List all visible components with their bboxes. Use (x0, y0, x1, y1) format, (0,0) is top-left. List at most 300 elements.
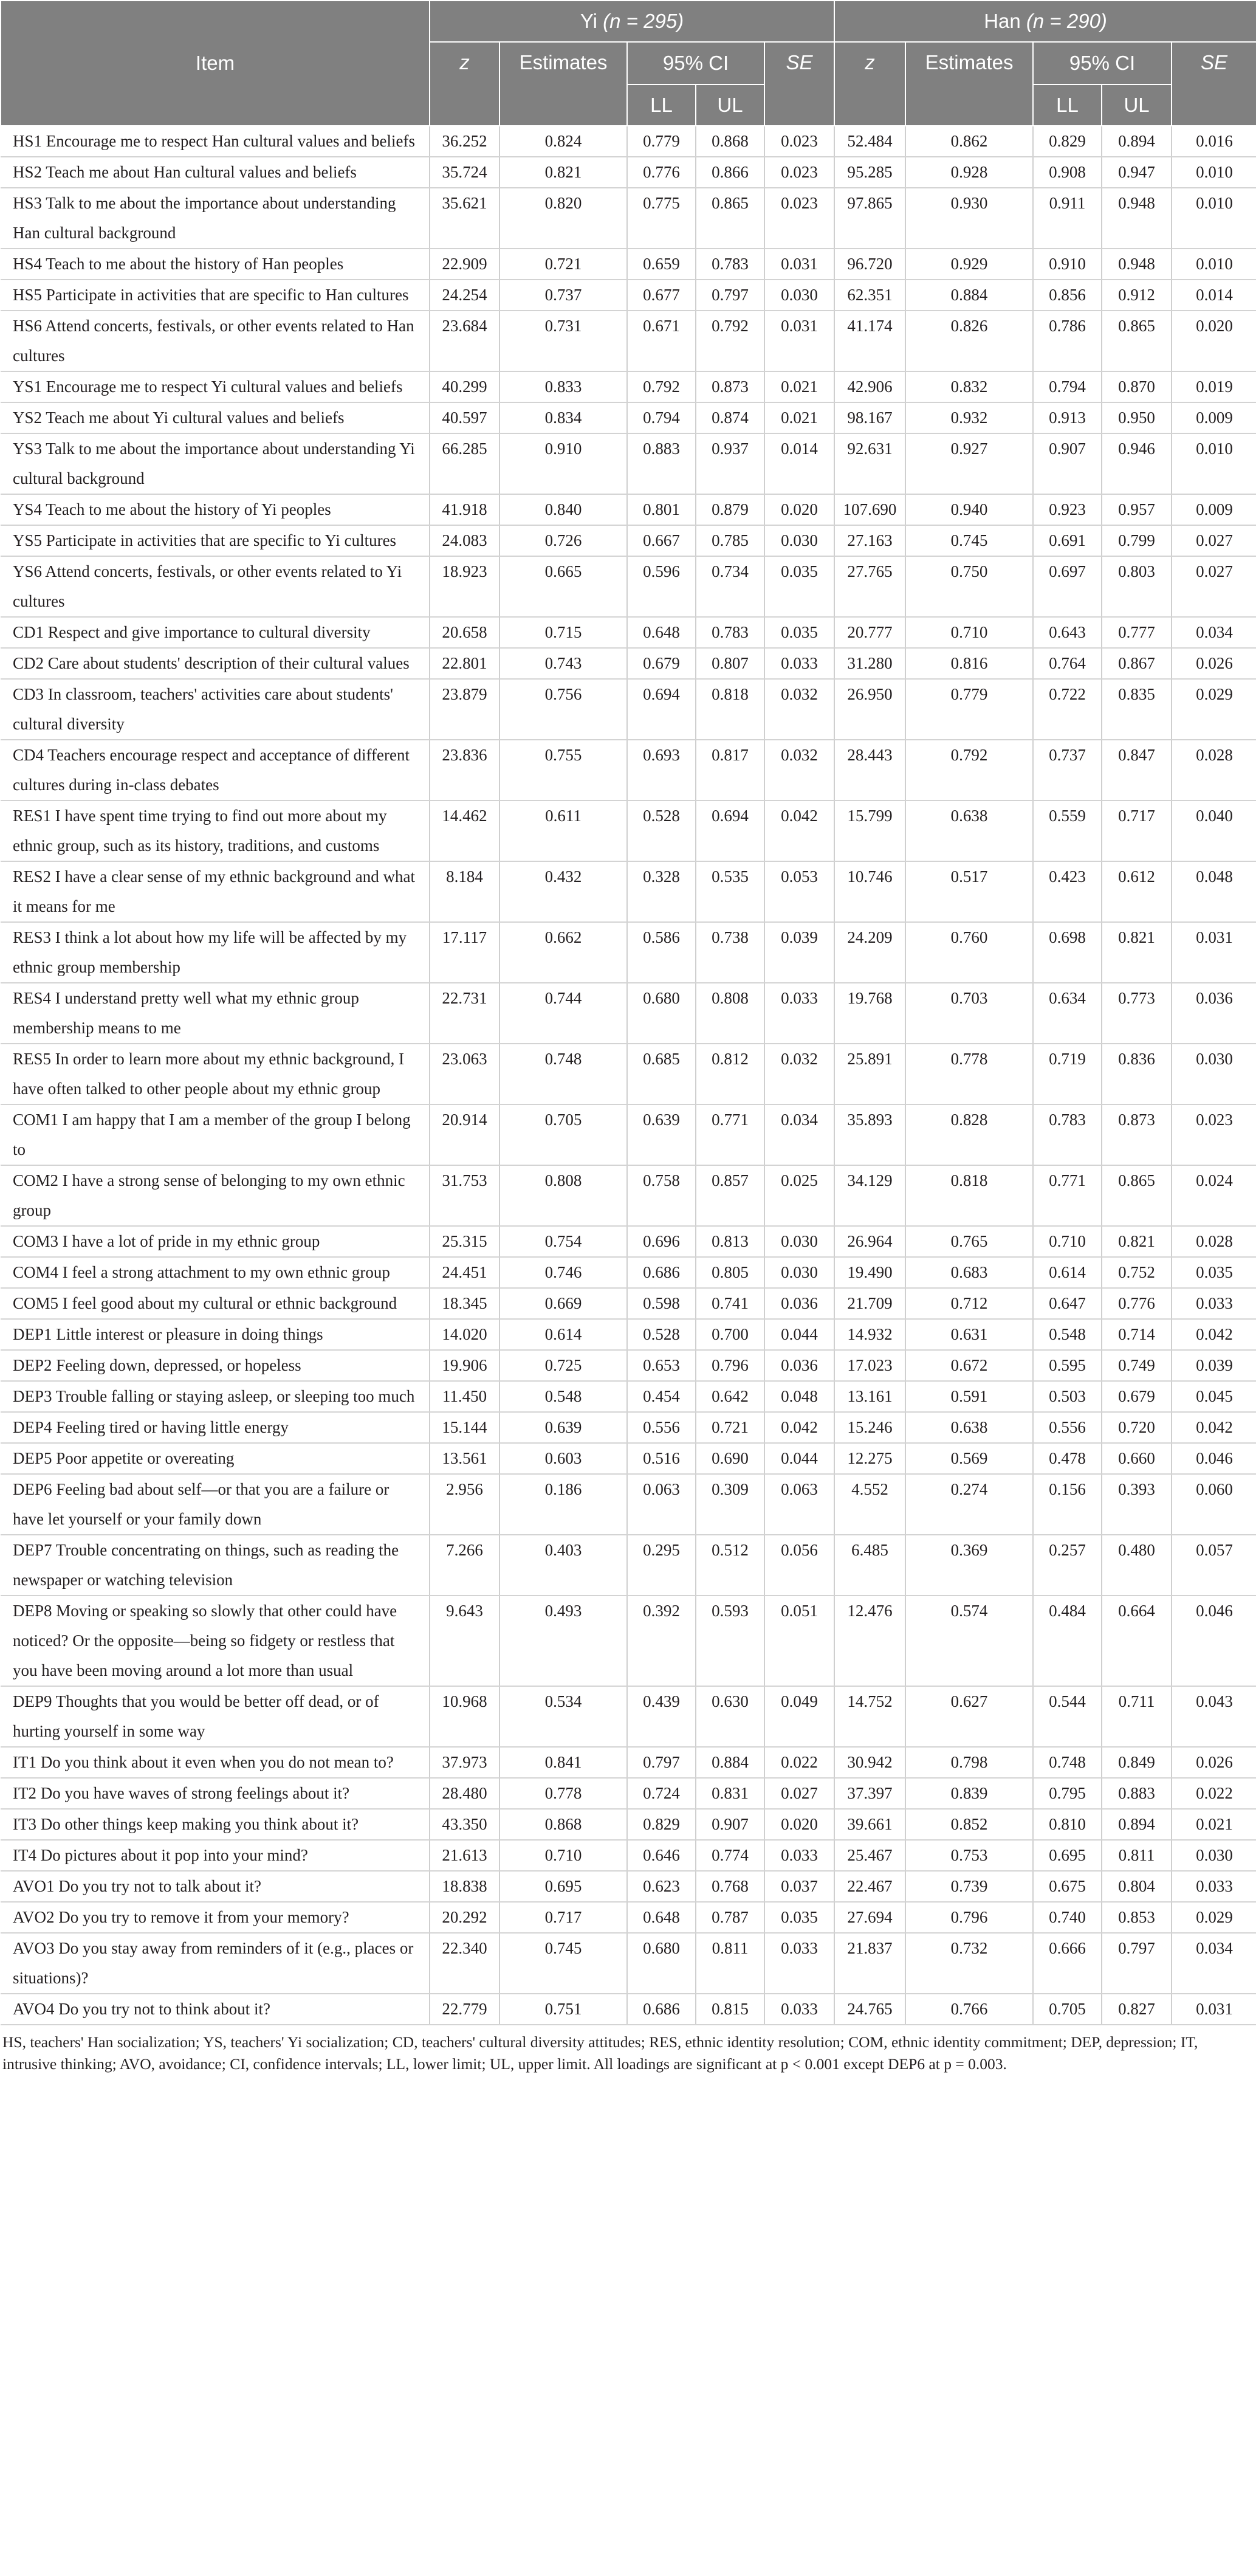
han-se-cell: 0.010 (1172, 188, 1256, 249)
yi-estimate-cell: 0.821 (499, 157, 627, 188)
han-ul-cell: 0.749 (1102, 1350, 1172, 1381)
han-z-cell: 4.552 (834, 1474, 905, 1535)
han-estimate-cell: 0.574 (905, 1596, 1033, 1686)
yi-ul-cell: 0.785 (696, 525, 764, 556)
yi-se-cell: 0.014 (764, 433, 834, 494)
yi-z-cell: 22.731 (430, 983, 499, 1044)
yi-ll-cell: 0.686 (627, 1257, 696, 1288)
item-cell: COM4 I feel a strong attachment to my own ethnic group (1, 1257, 430, 1288)
yi-ul-cell: 0.642 (696, 1381, 764, 1412)
yi-z-cell: 18.923 (430, 556, 499, 617)
yi-ul-cell: 0.787 (696, 1902, 764, 1933)
han-se-cell: 0.027 (1172, 525, 1256, 556)
yi-ll-cell: 0.439 (627, 1686, 696, 1747)
table-row (1, 983, 1256, 1044)
yi-ul-cell: 0.738 (696, 922, 764, 983)
yi-group-name: Yi (580, 10, 597, 32)
yi-ll-cell: 0.679 (627, 648, 696, 679)
item-cell: COM1 I am happy that I am a member of the group I belong to (1, 1104, 430, 1165)
item-cell: DEP7 Trouble concentrating on things, such as reading the newspaper or watching television (1, 1535, 430, 1596)
yi-ll-cell: 0.648 (627, 617, 696, 648)
item-cell: IT3 Do other things keep making you think about it? (1, 1809, 430, 1840)
yi-se-cell: 0.020 (764, 1809, 834, 1840)
han-se-cell: 0.060 (1172, 1474, 1256, 1535)
han-ul-cell: 0.804 (1102, 1871, 1172, 1902)
yi-se-cell: 0.022 (764, 1747, 834, 1778)
item-cell: HS4 Teach to me about the history of Han peoples (1, 249, 430, 280)
yi-estimate-cell: 0.611 (499, 801, 627, 861)
yi-z-cell: 40.597 (430, 402, 499, 433)
item-cell: COM2 I have a strong sense of belonging to my own ethnic group (1, 1165, 430, 1226)
han-ul-header: UL (1102, 84, 1172, 126)
yi-estimate-cell: 0.717 (499, 1902, 627, 1933)
han-z-cell: 6.485 (834, 1535, 905, 1596)
han-estimate-cell: 0.930 (905, 188, 1033, 249)
table-row (1, 494, 1256, 525)
han-ll-cell: 0.722 (1033, 679, 1102, 740)
han-z-cell: 21.709 (834, 1288, 905, 1319)
han-group-name: Han (984, 10, 1021, 32)
han-ul-cell: 0.835 (1102, 679, 1172, 740)
item-cell: CD4 Teachers encourage respect and acceptance of different cultures during in-class debates (1, 740, 430, 801)
yi-ul-cell: 0.783 (696, 249, 764, 280)
table-body (1, 126, 1256, 2025)
yi-se-cell: 0.032 (764, 1044, 834, 1104)
item-cell: COM5 I feel good about my cultural or ethnic background (1, 1288, 430, 1319)
han-z-cell: 14.752 (834, 1686, 905, 1747)
han-ul-cell: 0.847 (1102, 740, 1172, 801)
yi-ul-cell: 0.831 (696, 1778, 764, 1809)
table-row (1, 1257, 1256, 1288)
yi-z-cell: 9.643 (430, 1596, 499, 1686)
yi-z-cell: 23.836 (430, 740, 499, 801)
table-row (1, 1288, 1256, 1319)
han-ul-cell: 0.870 (1102, 371, 1172, 402)
yi-ll-cell: 0.392 (627, 1596, 696, 1686)
han-ul-cell: 0.776 (1102, 1288, 1172, 1319)
han-ll-cell: 0.719 (1033, 1044, 1102, 1104)
yi-sample-size: (n = 295) (603, 10, 684, 32)
table-row (1, 1809, 1256, 1840)
han-se-cell: 0.029 (1172, 1902, 1256, 1933)
han-se-cell: 0.021 (1172, 1809, 1256, 1840)
han-estimate-cell: 0.750 (905, 556, 1033, 617)
yi-ll-cell: 0.883 (627, 433, 696, 494)
yi-ll-cell: 0.801 (627, 494, 696, 525)
yi-ul-cell: 0.817 (696, 740, 764, 801)
han-ll-cell: 0.423 (1033, 861, 1102, 922)
yi-ul-cell: 0.884 (696, 1747, 764, 1778)
yi-z-cell: 21.613 (430, 1840, 499, 1871)
table-row (1, 371, 1256, 402)
yi-se-cell: 0.033 (764, 1994, 834, 2025)
han-ll-header: LL (1033, 84, 1102, 126)
han-ul-cell: 0.947 (1102, 157, 1172, 188)
yi-se-cell: 0.021 (764, 371, 834, 402)
han-ll-cell: 0.910 (1033, 249, 1102, 280)
yi-z-cell: 18.345 (430, 1288, 499, 1319)
han-ll-cell: 0.764 (1033, 648, 1102, 679)
yi-z-cell: 8.184 (430, 861, 499, 922)
han-ll-cell: 0.559 (1033, 801, 1102, 861)
han-se-cell: 0.023 (1172, 1104, 1256, 1165)
yi-z-cell: 17.117 (430, 922, 499, 983)
yi-ul-cell: 0.808 (696, 983, 764, 1044)
item-cell: HS3 Talk to me about the importance about understanding Han cultural background (1, 188, 430, 249)
yi-ul-cell: 0.865 (696, 188, 764, 249)
han-ll-cell: 0.156 (1033, 1474, 1102, 1535)
yi-ll-cell: 0.776 (627, 157, 696, 188)
yi-estimate-cell: 0.833 (499, 371, 627, 402)
han-z-cell: 97.865 (834, 188, 905, 249)
han-ul-cell: 0.912 (1102, 280, 1172, 311)
han-z-cell: 96.720 (834, 249, 905, 280)
han-ll-cell: 0.691 (1033, 525, 1102, 556)
yi-z-cell: 24.451 (430, 1257, 499, 1288)
yi-ul-header: UL (696, 84, 764, 126)
han-se-cell: 0.031 (1172, 922, 1256, 983)
han-z-cell: 41.174 (834, 311, 905, 371)
yi-ll-cell: 0.829 (627, 1809, 696, 1840)
yi-estimate-cell: 0.841 (499, 1747, 627, 1778)
item-cell: IT4 Do pictures about it pop into your mind? (1, 1840, 430, 1871)
yi-z-cell: 11.450 (430, 1381, 499, 1412)
yi-se-cell: 0.023 (764, 188, 834, 249)
han-estimate-cell: 0.929 (905, 249, 1033, 280)
yi-se-cell: 0.044 (764, 1319, 834, 1350)
item-cell: YS4 Teach to me about the history of Yi peoples (1, 494, 430, 525)
table-row (1, 249, 1256, 280)
han-estimate-cell: 0.778 (905, 1044, 1033, 1104)
han-ll-cell: 0.923 (1033, 494, 1102, 525)
han-ul-cell: 0.948 (1102, 249, 1172, 280)
han-estimate-cell: 0.818 (905, 1165, 1033, 1226)
yi-ul-cell: 0.690 (696, 1443, 764, 1474)
table-row (1, 679, 1256, 740)
yi-z-cell: 40.299 (430, 371, 499, 402)
han-z-cell: 34.129 (834, 1165, 905, 1226)
table-row (1, 1933, 1256, 1994)
item-cell: CD2 Care about students' description of their cultural values (1, 648, 430, 679)
yi-z-cell: 43.350 (430, 1809, 499, 1840)
han-z-cell: 19.768 (834, 983, 905, 1044)
item-cell: HS5 Participate in activities that are specific to Han cultures (1, 280, 430, 311)
yi-ll-cell: 0.648 (627, 1902, 696, 1933)
yi-se-cell: 0.023 (764, 126, 834, 157)
yi-ll-cell: 0.685 (627, 1044, 696, 1104)
table-row (1, 1165, 1256, 1226)
item-cell: DEP4 Feeling tired or having little energy (1, 1412, 430, 1443)
yi-z-cell: 2.956 (430, 1474, 499, 1535)
table-row (1, 1871, 1256, 1902)
han-ll-cell: 0.503 (1033, 1381, 1102, 1412)
han-estimate-cell: 0.852 (905, 1809, 1033, 1840)
yi-ll-cell: 0.623 (627, 1871, 696, 1902)
han-estimate-cell: 0.765 (905, 1226, 1033, 1257)
han-z-cell: 22.467 (834, 1871, 905, 1902)
yi-ul-cell: 0.813 (696, 1226, 764, 1257)
yi-estimate-cell: 0.548 (499, 1381, 627, 1412)
han-ll-cell: 0.257 (1033, 1535, 1102, 1596)
han-se-cell: 0.048 (1172, 861, 1256, 922)
han-z-cell: 30.942 (834, 1747, 905, 1778)
yi-estimate-cell: 0.824 (499, 126, 627, 157)
yi-ll-cell: 0.528 (627, 1319, 696, 1350)
han-ul-cell: 0.720 (1102, 1412, 1172, 1443)
han-ll-cell: 0.634 (1033, 983, 1102, 1044)
item-cell: YS1 Encourage me to respect Yi cultural values and beliefs (1, 371, 430, 402)
han-se-cell: 0.031 (1172, 1994, 1256, 2025)
yi-estimate-cell: 0.705 (499, 1104, 627, 1165)
yi-ul-cell: 0.593 (696, 1596, 764, 1686)
yi-ul-cell: 0.783 (696, 617, 764, 648)
han-se-cell: 0.042 (1172, 1319, 1256, 1350)
han-z-cell: 98.167 (834, 402, 905, 433)
han-se-cell: 0.026 (1172, 648, 1256, 679)
han-ul-cell: 0.711 (1102, 1686, 1172, 1747)
han-ul-cell: 0.393 (1102, 1474, 1172, 1535)
han-se-cell: 0.034 (1172, 1933, 1256, 1994)
item-cell: RES3 I think a lot about how my life will be affected by my ethnic group membership (1, 922, 430, 983)
yi-se-cell: 0.030 (764, 1226, 834, 1257)
item-cell: DEP2 Feeling down, depressed, or hopeless (1, 1350, 430, 1381)
yi-se-cell: 0.035 (764, 556, 834, 617)
yi-se-cell: 0.042 (764, 801, 834, 861)
han-se-cell: 0.036 (1172, 983, 1256, 1044)
han-ul-cell: 0.797 (1102, 1933, 1172, 1994)
han-se-cell: 0.040 (1172, 801, 1256, 861)
yi-estimate-cell: 0.756 (499, 679, 627, 740)
yi-ll-cell: 0.694 (627, 679, 696, 740)
yi-ul-cell: 0.807 (696, 648, 764, 679)
yi-estimate-cell: 0.534 (499, 1686, 627, 1747)
yi-ul-cell: 0.907 (696, 1809, 764, 1840)
yi-z-cell: 22.779 (430, 1994, 499, 2025)
yi-ul-cell: 0.797 (696, 280, 764, 311)
yi-estimate-cell: 0.755 (499, 740, 627, 801)
han-group-header (834, 1, 1256, 42)
yi-estimate-cell: 0.746 (499, 1257, 627, 1288)
yi-z-cell: 24.254 (430, 280, 499, 311)
yi-z-cell: 22.340 (430, 1933, 499, 1994)
han-z-header: z (834, 42, 905, 126)
han-estimate-cell: 0.753 (905, 1840, 1033, 1871)
han-ul-cell: 0.717 (1102, 801, 1172, 861)
item-cell: DEP1 Little interest or pleasure in doing things (1, 1319, 430, 1350)
han-se-cell: 0.027 (1172, 556, 1256, 617)
han-ll-cell: 0.908 (1033, 157, 1102, 188)
han-estimates-header: Estimates (905, 42, 1033, 126)
yi-z-cell: 36.252 (430, 126, 499, 157)
yi-ul-cell: 0.774 (696, 1840, 764, 1871)
yi-group-header (430, 1, 834, 42)
yi-ul-cell: 0.309 (696, 1474, 764, 1535)
yi-ll-cell: 0.454 (627, 1381, 696, 1412)
han-se-cell: 0.016 (1172, 126, 1256, 157)
han-estimate-cell: 0.627 (905, 1686, 1033, 1747)
han-ll-cell: 0.548 (1033, 1319, 1102, 1350)
han-se-cell: 0.019 (1172, 371, 1256, 402)
table-row (1, 402, 1256, 433)
yi-ul-cell: 0.694 (696, 801, 764, 861)
item-cell: RES1 I have spent time trying to find out more about my ethnic group, such as its history, traditions, and customs (1, 801, 430, 861)
yi-ll-header: LL (627, 84, 696, 126)
han-ul-cell: 0.811 (1102, 1840, 1172, 1871)
table-row (1, 1350, 1256, 1381)
yi-estimate-cell: 0.910 (499, 433, 627, 494)
han-ul-cell: 0.679 (1102, 1381, 1172, 1412)
yi-se-cell: 0.033 (764, 648, 834, 679)
han-estimate-cell: 0.828 (905, 1104, 1033, 1165)
han-se-cell: 0.046 (1172, 1443, 1256, 1474)
item-cell: DEP5 Poor appetite or overeating (1, 1443, 430, 1474)
table-row (1, 740, 1256, 801)
han-ul-cell: 0.803 (1102, 556, 1172, 617)
yi-ll-cell: 0.659 (627, 249, 696, 280)
yi-ul-cell: 0.866 (696, 157, 764, 188)
yi-ll-cell: 0.693 (627, 740, 696, 801)
yi-ul-cell: 0.874 (696, 402, 764, 433)
yi-z-cell: 31.753 (430, 1165, 499, 1226)
yi-estimate-cell: 0.432 (499, 861, 627, 922)
yi-ul-cell: 0.768 (696, 1871, 764, 1902)
han-se-cell: 0.010 (1172, 249, 1256, 280)
han-ll-cell: 0.907 (1033, 433, 1102, 494)
table-row (1, 861, 1256, 922)
han-estimate-cell: 0.638 (905, 1412, 1033, 1443)
han-estimate-cell: 0.796 (905, 1902, 1033, 1933)
han-ul-cell: 0.950 (1102, 402, 1172, 433)
yi-ul-cell: 0.868 (696, 126, 764, 157)
yi-estimate-cell: 0.669 (499, 1288, 627, 1319)
item-cell: HS6 Attend concerts, festivals, or other events related to Han cultures (1, 311, 430, 371)
han-z-cell: 62.351 (834, 280, 905, 311)
yi-estimate-cell: 0.614 (499, 1319, 627, 1350)
yi-estimate-cell: 0.808 (499, 1165, 627, 1226)
han-se-cell: 0.028 (1172, 740, 1256, 801)
han-se-header: SE (1172, 42, 1256, 126)
item-cell: YS3 Talk to me about the importance about understanding Yi cultural background (1, 433, 430, 494)
han-se-cell: 0.014 (1172, 280, 1256, 311)
yi-z-cell: 25.315 (430, 1226, 499, 1257)
yi-estimate-cell: 0.186 (499, 1474, 627, 1535)
han-z-cell: 20.777 (834, 617, 905, 648)
yi-estimate-cell: 0.834 (499, 402, 627, 433)
yi-ul-cell: 0.818 (696, 679, 764, 740)
item-cell: IT1 Do you think about it even when you do not mean to? (1, 1747, 430, 1778)
yi-ll-cell: 0.792 (627, 371, 696, 402)
yi-ul-cell: 0.857 (696, 1165, 764, 1226)
han-z-cell: 10.746 (834, 861, 905, 922)
han-ul-cell: 0.752 (1102, 1257, 1172, 1288)
han-z-cell: 15.799 (834, 801, 905, 861)
item-cell: CD1 Respect and give importance to cultural diversity (1, 617, 430, 648)
han-z-cell: 52.484 (834, 126, 905, 157)
han-estimate-cell: 0.683 (905, 1257, 1033, 1288)
han-ul-cell: 0.827 (1102, 1994, 1172, 2025)
table-row (1, 922, 1256, 983)
han-ll-cell: 0.771 (1033, 1165, 1102, 1226)
yi-estimate-cell: 0.743 (499, 648, 627, 679)
han-ul-cell: 0.894 (1102, 1809, 1172, 1840)
yi-se-cell: 0.036 (764, 1350, 834, 1381)
han-se-cell: 0.046 (1172, 1596, 1256, 1686)
table-row (1, 1840, 1256, 1871)
table-row (1, 1747, 1256, 1778)
han-ll-cell: 0.786 (1033, 311, 1102, 371)
yi-z-cell: 23.879 (430, 679, 499, 740)
yi-se-cell: 0.020 (764, 494, 834, 525)
han-ul-cell: 0.664 (1102, 1596, 1172, 1686)
yi-estimate-cell: 0.751 (499, 1994, 627, 2025)
han-ll-cell: 0.647 (1033, 1288, 1102, 1319)
yi-ll-cell: 0.775 (627, 188, 696, 249)
han-se-cell: 0.030 (1172, 1044, 1256, 1104)
han-ll-cell: 0.666 (1033, 1933, 1102, 1994)
yi-ul-cell: 0.700 (696, 1319, 764, 1350)
yi-estimate-cell: 0.493 (499, 1596, 627, 1686)
han-estimate-cell: 0.739 (905, 1871, 1033, 1902)
han-ul-cell: 0.777 (1102, 617, 1172, 648)
item-cell: DEP8 Moving or speaking so slowly that other could have noticed? Or the opposite—being so fidgety or restless that you have been moving around a lot more than usual (1, 1596, 430, 1686)
yi-se-cell: 0.030 (764, 525, 834, 556)
table-row (1, 433, 1256, 494)
yi-estimate-cell: 0.737 (499, 280, 627, 311)
yi-z-cell: 37.973 (430, 1747, 499, 1778)
yi-ul-cell: 0.741 (696, 1288, 764, 1319)
yi-z-cell: 15.144 (430, 1412, 499, 1443)
han-ci-header: 95% CI (1033, 42, 1172, 84)
han-z-cell: 24.209 (834, 922, 905, 983)
item-cell: AVO4 Do you try not to think about it? (1, 1994, 430, 2025)
yi-ll-cell: 0.516 (627, 1443, 696, 1474)
item-cell: CD3 In classroom, teachers' activities care about students' cultural diversity (1, 679, 430, 740)
table-row (1, 280, 1256, 311)
han-se-cell: 0.009 (1172, 402, 1256, 433)
yi-ll-cell: 0.779 (627, 126, 696, 157)
han-se-cell: 0.030 (1172, 1840, 1256, 1871)
han-estimate-cell: 0.826 (905, 311, 1033, 371)
han-ll-cell: 0.478 (1033, 1443, 1102, 1474)
yi-se-cell: 0.031 (764, 249, 834, 280)
han-ll-cell: 0.695 (1033, 1840, 1102, 1871)
item-cell: AVO2 Do you try to remove it from your memory? (1, 1902, 430, 1933)
yi-ll-cell: 0.646 (627, 1840, 696, 1871)
yi-ul-cell: 0.811 (696, 1933, 764, 1994)
han-ul-cell: 0.821 (1102, 1226, 1172, 1257)
yi-ul-cell: 0.734 (696, 556, 764, 617)
han-ll-cell: 0.697 (1033, 556, 1102, 617)
item-cell: DEP6 Feeling bad about self—or that you are a failure or have let yourself or your family down (1, 1474, 430, 1535)
han-estimate-cell: 0.839 (905, 1778, 1033, 1809)
han-se-cell: 0.024 (1172, 1165, 1256, 1226)
han-z-cell: 107.690 (834, 494, 905, 525)
han-ul-cell: 0.867 (1102, 648, 1172, 679)
han-ul-cell: 0.853 (1102, 1902, 1172, 1933)
han-ul-cell: 0.480 (1102, 1535, 1172, 1596)
yi-z-cell: 23.684 (430, 311, 499, 371)
yi-z-cell: 20.292 (430, 1902, 499, 1933)
yi-estimate-cell: 0.695 (499, 1871, 627, 1902)
table-row (1, 1596, 1256, 1686)
han-ul-cell: 0.865 (1102, 1165, 1172, 1226)
han-ll-cell: 0.484 (1033, 1596, 1102, 1686)
han-ul-cell: 0.948 (1102, 188, 1172, 249)
han-estimate-cell: 0.274 (905, 1474, 1033, 1535)
yi-ll-cell: 0.797 (627, 1747, 696, 1778)
yi-ul-cell: 0.630 (696, 1686, 764, 1747)
item-cell: RES5 In order to learn more about my ethnic background, I have often talked to other people about my ethnic group (1, 1044, 430, 1104)
